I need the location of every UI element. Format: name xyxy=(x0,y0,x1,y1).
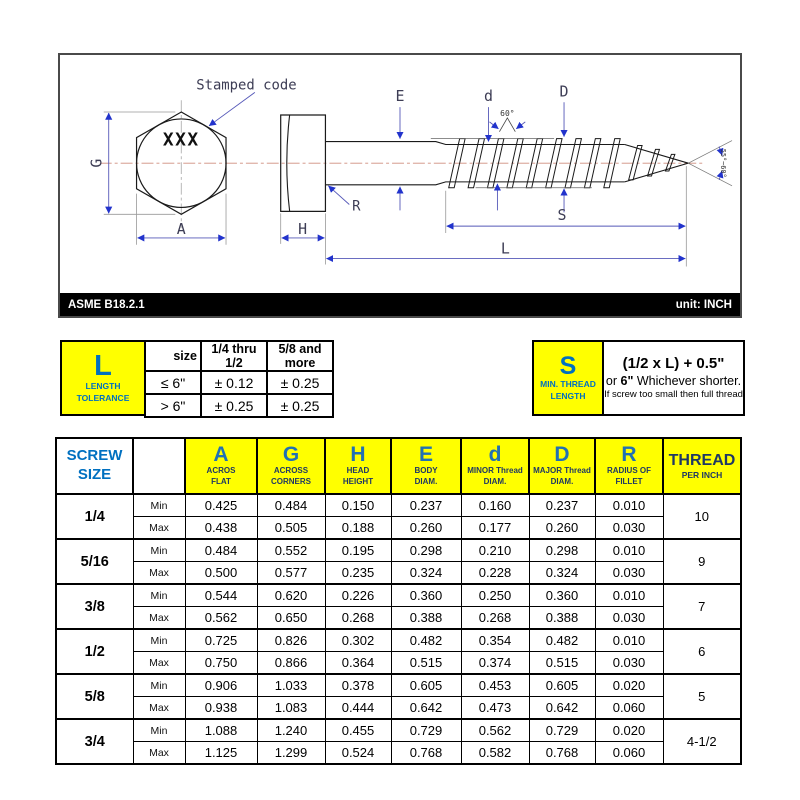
value-cell: 0.750 xyxy=(185,652,257,675)
value-cell: 0.620 xyxy=(257,584,325,607)
min-label: Min xyxy=(133,674,185,697)
col-desc: DIAM. xyxy=(550,477,574,487)
value-cell: 0.324 xyxy=(529,562,595,585)
min-label: Min xyxy=(133,539,185,562)
dim-label-D: D xyxy=(559,83,569,101)
table-row xyxy=(56,674,741,697)
length-tolerance-grid xyxy=(144,340,334,418)
value-cell: ≤ 6" xyxy=(145,371,201,394)
table-row xyxy=(56,562,741,585)
value-cell: 0.360 xyxy=(391,584,461,607)
value-cell: 0.260 xyxy=(529,517,595,540)
max-label: Max xyxy=(133,517,185,540)
value-cell: ± 0.12 xyxy=(201,371,267,394)
value-cell: 0.484 xyxy=(257,494,325,517)
max-label: Max xyxy=(133,652,185,675)
col-header: size xyxy=(145,341,201,371)
col-header-E xyxy=(391,438,461,494)
value-cell: ± 0.25 xyxy=(267,371,333,394)
table-row xyxy=(56,584,741,607)
value-cell: 0.030 xyxy=(595,562,663,585)
value-cell: 0.425 xyxy=(185,494,257,517)
dim-label-d: d xyxy=(483,88,493,106)
value-cell: 0.237 xyxy=(391,494,461,517)
value-cell: 0.020 xyxy=(595,719,663,742)
value-cell: ± 0.25 xyxy=(201,394,267,417)
value-cell: 0.826 xyxy=(257,629,325,652)
tpi-cell: 5 xyxy=(663,674,741,719)
col-desc: MINOR Thread xyxy=(467,466,523,476)
value-cell: 0.515 xyxy=(529,652,595,675)
value-cell: 0.360 xyxy=(529,584,595,607)
value-cell: 0.260 xyxy=(391,517,461,540)
col-header-G xyxy=(257,438,325,494)
col-desc: DIAM. xyxy=(483,477,507,487)
value-cell: 0.010 xyxy=(595,629,663,652)
table-row xyxy=(56,517,741,540)
value-cell: 0.268 xyxy=(325,607,391,630)
screw-size-cell: 1/2 xyxy=(56,629,133,674)
value-cell: 0.500 xyxy=(185,562,257,585)
dim-label-R: R xyxy=(352,198,361,215)
value-cell: 0.524 xyxy=(325,742,391,765)
value-cell: 0.030 xyxy=(595,652,663,675)
max-label: Max xyxy=(133,697,185,720)
value-cell: 0.150 xyxy=(325,494,391,517)
thread-note: If screw too small then full thread xyxy=(604,389,743,401)
col-letter: A xyxy=(213,443,229,467)
value-cell: 0.030 xyxy=(595,607,663,630)
dim-label-G: G xyxy=(88,158,106,168)
value-cell: 0.378 xyxy=(325,674,391,697)
screw-size-header xyxy=(56,438,133,494)
value-cell: 0.725 xyxy=(185,629,257,652)
value-cell: 0.642 xyxy=(529,697,595,720)
value-cell: 0.010 xyxy=(595,494,663,517)
value-cell: 0.324 xyxy=(391,562,461,585)
col-letter: D xyxy=(554,443,570,467)
screw-size-cell: 3/4 xyxy=(56,719,133,764)
col-desc: BODY xyxy=(414,466,438,476)
table-row xyxy=(56,494,741,517)
value-cell: 0.177 xyxy=(461,517,529,540)
symbol-L: L xyxy=(94,350,112,383)
unit-label: unit: INCH xyxy=(675,298,732,311)
value-cell: 0.010 xyxy=(595,584,663,607)
value-cell: 0.210 xyxy=(461,539,529,562)
max-label: Max xyxy=(133,742,185,765)
col-header-D xyxy=(529,438,595,494)
min-thread-length-table xyxy=(532,340,745,416)
thread-header-line2: PER INCH xyxy=(681,469,723,480)
thread-alternative xyxy=(606,374,741,390)
screw-size-cell: 5/8 xyxy=(56,674,133,719)
drawing-frame xyxy=(58,53,742,318)
max-label: Max xyxy=(133,607,185,630)
col-letter: G xyxy=(282,443,300,467)
col-desc: FLAT xyxy=(211,477,231,487)
col-desc: DIAM. xyxy=(414,477,438,487)
min-label: Min xyxy=(133,719,185,742)
max-label: Max xyxy=(133,562,185,585)
table-row xyxy=(145,341,333,371)
technical-drawing xyxy=(60,55,740,293)
value-cell: 0.515 xyxy=(391,652,461,675)
value-cell: 0.438 xyxy=(185,517,257,540)
value-cell: 0.250 xyxy=(461,584,529,607)
col-letter: R xyxy=(621,443,637,467)
value-cell: 0.577 xyxy=(257,562,325,585)
value-cell: 0.455 xyxy=(325,719,391,742)
value-cell: 0.388 xyxy=(529,607,595,630)
value-cell: ± 0.25 xyxy=(267,394,333,417)
dim-label-A: A xyxy=(176,221,186,238)
col-header-A xyxy=(185,438,257,494)
col-desc: ACROSS xyxy=(273,466,309,476)
dim-label-E: E xyxy=(395,88,405,106)
value-cell: 0.388 xyxy=(391,607,461,630)
value-cell: > 6" xyxy=(145,394,201,417)
dim-label-L: L xyxy=(500,240,510,258)
dim-label-S: S xyxy=(557,207,567,225)
value-cell: 1.125 xyxy=(185,742,257,765)
col-header-d xyxy=(461,438,529,494)
screw-size-cell: 5/16 xyxy=(56,539,133,584)
thread-angle-label: 60° xyxy=(500,109,515,118)
value-cell: 0.060 xyxy=(595,742,663,765)
header-row xyxy=(56,438,741,494)
value-cell: 0.444 xyxy=(325,697,391,720)
col-desc: MAJOR Thread xyxy=(533,466,591,476)
value-cell: 0.906 xyxy=(185,674,257,697)
screw-size-header-line2: SIZE xyxy=(77,466,112,483)
length-tolerance-symbol-cell xyxy=(60,340,146,416)
table-row xyxy=(56,719,741,742)
alt-bold: 6" xyxy=(620,373,634,388)
min-label: Min xyxy=(133,629,185,652)
value-cell: 0.505 xyxy=(257,517,325,540)
thread-header-line1: THREAD xyxy=(668,452,736,470)
value-cell: 0.729 xyxy=(529,719,595,742)
table-row xyxy=(56,629,741,652)
dim-label-H: H xyxy=(298,221,308,238)
point-angle-label: 55°~60° xyxy=(719,148,728,178)
col-desc: RADIUS OF xyxy=(607,466,651,476)
screw-size-cell: 3/8 xyxy=(56,584,133,629)
value-cell: 0.473 xyxy=(461,697,529,720)
value-cell: 0.482 xyxy=(529,629,595,652)
value-cell: 0.768 xyxy=(391,742,461,765)
col-desc: ACROS xyxy=(206,466,236,476)
min-label: Min xyxy=(133,494,185,517)
col-letter: E xyxy=(418,443,433,467)
value-cell: 0.364 xyxy=(325,652,391,675)
value-cell: 0.642 xyxy=(391,697,461,720)
value-cell: 0.160 xyxy=(461,494,529,517)
col-header: 1/4 thru 1/2 xyxy=(201,341,267,371)
alt-post: Whichever shorter. xyxy=(633,373,742,388)
value-cell: 0.020 xyxy=(595,674,663,697)
value-cell: 0.226 xyxy=(325,584,391,607)
value-cell: 0.768 xyxy=(529,742,595,765)
tpi-cell: 7 xyxy=(663,584,741,629)
value-cell: 0.228 xyxy=(461,562,529,585)
screw-size-cell: 1/4 xyxy=(56,494,133,539)
value-cell: 0.298 xyxy=(391,539,461,562)
table-row xyxy=(56,607,741,630)
value-cell: 0.582 xyxy=(461,742,529,765)
value-cell: 0.302 xyxy=(325,629,391,652)
value-cell: 0.298 xyxy=(529,539,595,562)
tpi-cell: 9 xyxy=(663,539,741,584)
value-cell: 0.605 xyxy=(391,674,461,697)
col-letter: d xyxy=(488,443,502,467)
value-cell: 1.299 xyxy=(257,742,325,765)
value-cell: 0.605 xyxy=(529,674,595,697)
col-letter: H xyxy=(350,443,366,467)
value-cell: 0.268 xyxy=(461,607,529,630)
value-cell: 1.083 xyxy=(257,697,325,720)
table-row xyxy=(145,371,333,394)
value-cell: 0.729 xyxy=(391,719,461,742)
col-header-R xyxy=(595,438,663,494)
value-cell: 0.866 xyxy=(257,652,325,675)
stamped-mark: XXX xyxy=(162,129,200,151)
value-cell: 0.354 xyxy=(461,629,529,652)
title-bar xyxy=(60,293,740,316)
value-cell: 0.484 xyxy=(185,539,257,562)
value-cell: 1.088 xyxy=(185,719,257,742)
value-cell: 0.938 xyxy=(185,697,257,720)
stamped-code-label: Stamped code xyxy=(196,77,297,94)
table-row xyxy=(56,652,741,675)
value-cell: 1.240 xyxy=(257,719,325,742)
min-label: Min xyxy=(133,584,185,607)
col-desc: FILLET xyxy=(615,477,643,487)
col-header-thread xyxy=(663,438,741,494)
value-cell: 0.188 xyxy=(325,517,391,540)
symbol-S: S xyxy=(559,352,577,381)
col-desc: HEIGHT xyxy=(342,477,374,487)
min-thread-symbol-cell xyxy=(532,340,604,416)
length-tolerance-table xyxy=(60,340,334,418)
value-cell: 0.562 xyxy=(461,719,529,742)
table-row xyxy=(56,697,741,720)
value-cell: 0.374 xyxy=(461,652,529,675)
screw-size-header-line1: SCREW xyxy=(66,447,123,465)
value-cell: 0.010 xyxy=(595,539,663,562)
thread-formula: (1/2 x L) + 0.5" xyxy=(622,354,725,372)
table-row xyxy=(56,742,741,765)
value-cell: 0.235 xyxy=(325,562,391,585)
standard-label: ASME B18.2.1 xyxy=(68,298,145,311)
value-cell: 0.237 xyxy=(529,494,595,517)
value-cell: 0.482 xyxy=(391,629,461,652)
symbol-S-label2: LENGTH xyxy=(550,390,586,401)
col-desc: HEAD xyxy=(346,466,370,476)
value-cell: 0.552 xyxy=(257,539,325,562)
min-thread-rule-cell xyxy=(602,340,745,416)
blank-header-cell xyxy=(133,438,185,494)
value-cell: 0.650 xyxy=(257,607,325,630)
value-cell: 0.453 xyxy=(461,674,529,697)
value-cell: 0.030 xyxy=(595,517,663,540)
col-header-H xyxy=(325,438,391,494)
value-cell: 0.195 xyxy=(325,539,391,562)
tpi-cell: 6 xyxy=(663,629,741,674)
value-cell: 0.060 xyxy=(595,697,663,720)
symbol-S-label1: MIN. THREAD xyxy=(540,379,596,390)
col-desc: CORNERS xyxy=(270,477,311,487)
col-header: 5/8 and more xyxy=(267,341,333,371)
table-row xyxy=(145,394,333,417)
value-cell: 1.033 xyxy=(257,674,325,697)
symbol-L-label1: LENGTH xyxy=(85,381,121,392)
dimension-table xyxy=(55,437,742,765)
value-cell: 0.544 xyxy=(185,584,257,607)
tpi-cell: 10 xyxy=(663,494,741,539)
table-row xyxy=(56,539,741,562)
alt-pre: or xyxy=(605,373,621,388)
symbol-L-label2: TOLERANCE xyxy=(76,392,130,403)
value-cell: 0.562 xyxy=(185,607,257,630)
tpi-cell: 4-1/2 xyxy=(663,719,741,764)
